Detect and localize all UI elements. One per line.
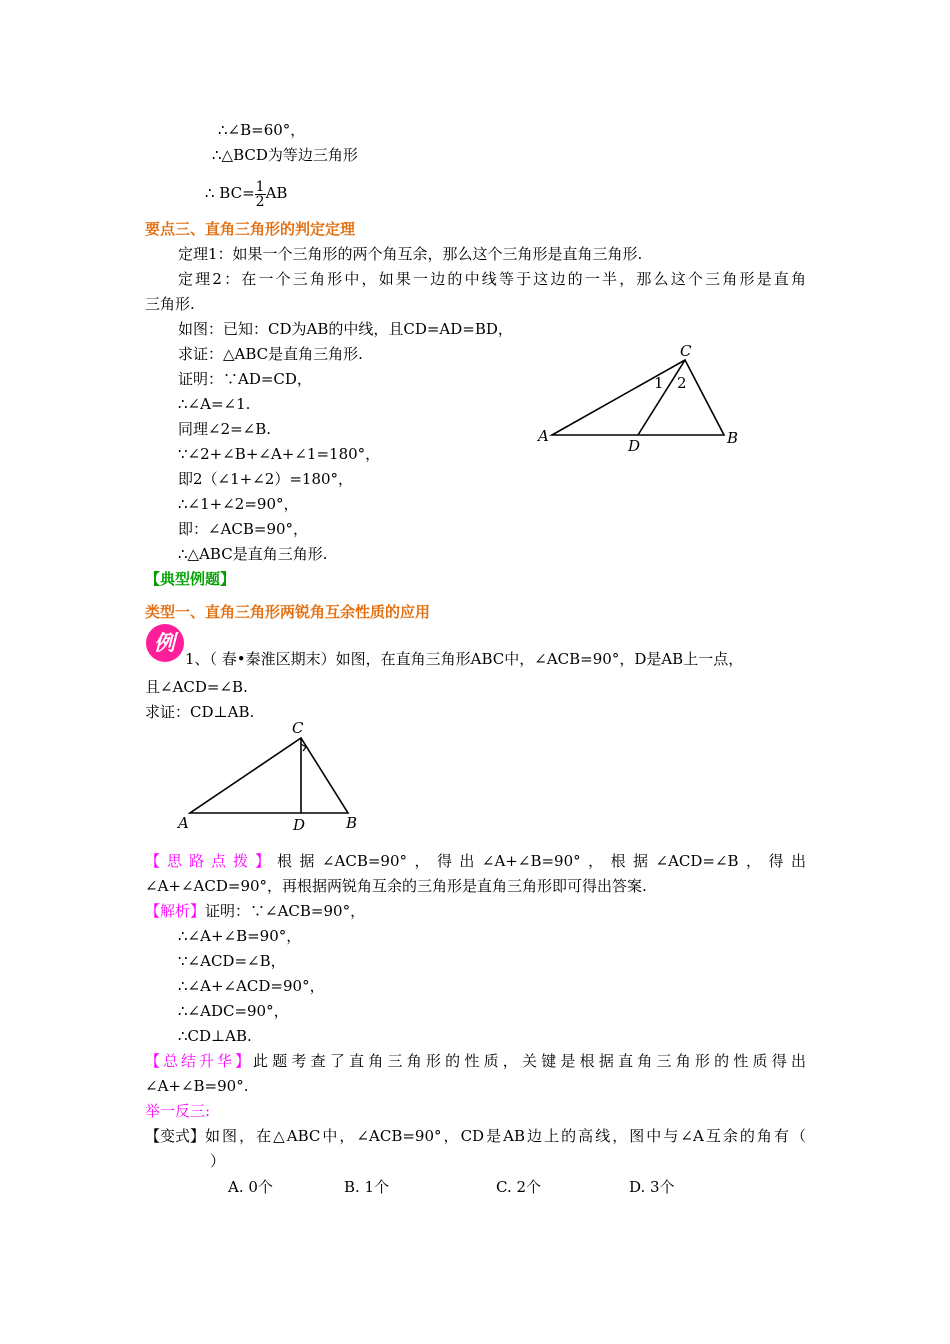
summary-text: 此题考查了直角三角形的性质，关键是根据直角三角形的性质得出: [253, 1052, 806, 1070]
label-a: A: [178, 814, 189, 832]
example-badge: [146, 624, 184, 662]
variant-line-2: ）: [210, 1152, 226, 1170]
problem-line-1: 1、（ 春•秦淮区期末）如图，在直角三角形ABC中，∠ACB=90°，D是AB上一点，: [185, 650, 744, 668]
proof-given: 如图：已知：CD为AB的中线，且CD=AD=BD，: [178, 320, 513, 338]
proof-step: ∴∠A=∠1.: [178, 395, 251, 413]
label-a: A: [538, 427, 549, 445]
theorem-2-line1: 定理2：在一个三角形中，如果一边的中线等于这边的一半，那么这个三角形是直角: [178, 270, 806, 288]
examples-heading: 【典型例题】: [145, 570, 236, 588]
analysis-step: ∴∠ADC=90°，: [178, 1002, 289, 1020]
label-d: D: [293, 816, 306, 834]
right-triangle-altitude-figure: [170, 716, 370, 838]
fraction-one-half: [255, 180, 266, 209]
summary-tag: 【总结升华】: [145, 1052, 254, 1070]
summary-line-1: [145, 1051, 806, 1071]
option-c[interactable]: C. 2个: [496, 1178, 542, 1196]
label-c: C: [292, 719, 304, 737]
proof-conclusion: ∴△ABC是直角三角形.: [178, 545, 328, 563]
proof-step: ∵∠2+∠B+∠A+∠1=180°，: [178, 445, 381, 463]
proof-step: 证明：∵AD=CD，: [178, 370, 312, 388]
proof-step: 即：∠ACB=90°，: [178, 520, 309, 538]
label-b: B: [346, 814, 358, 832]
hint-line-2: ∠A+∠ACD=90°，再根据两锐角互余的三角形是直角三角形即可得出答案.: [145, 877, 647, 895]
proof-line-equilateral: ∴△BCD为等边三角形: [212, 146, 358, 164]
formula-prefix: ∴ BC=: [205, 184, 255, 202]
proof-step: 即2（∠1+∠2）=180°，: [178, 470, 354, 488]
variant-text: 如图，在△ABC中，∠ACB=90°，CD是AB边上的高线，图中与∠A互余的角有（: [205, 1127, 806, 1145]
hint-text: 根据∠ACB=90°，得出∠A+∠B=90°，根据∠ACD=∠B，得出: [277, 852, 806, 870]
proof-step: ∴∠1+∠2=90°，: [178, 495, 299, 513]
variant-tag: 【变式】: [145, 1127, 206, 1145]
option-d[interactable]: D. 3个: [629, 1178, 675, 1196]
label-b: B: [727, 429, 739, 447]
triangle-abc-right: [190, 738, 348, 813]
analysis-step: ∵∠ACD=∠B，: [178, 952, 286, 970]
analysis-line-1: [145, 901, 365, 921]
proof-step: 同理∠2=∠B.: [178, 420, 272, 438]
section3-heading: 要点三、直角三角形的判定定理: [145, 220, 356, 238]
type1-heading: 类型一、直角三角形两锐角互余性质的应用: [145, 603, 431, 621]
practice-heading: 举一反三:: [145, 1102, 211, 1120]
analysis-conclusion: ∴CD⊥AB.: [178, 1027, 252, 1045]
option-b[interactable]: B. 1个: [344, 1178, 390, 1196]
analysis-tag: 【解析】: [145, 902, 206, 920]
example-badge-text: 例: [154, 631, 175, 655]
summary-line-2: ∠A+∠B=90°.: [145, 1077, 249, 1095]
fraction-numerator: 1: [255, 178, 265, 195]
proof-to-prove: 求证：△ABC是直角三角形.: [178, 345, 363, 363]
label-c: C: [680, 342, 692, 360]
problem-line-3: 求证：CD⊥AB.: [145, 703, 255, 721]
problem-line-2: 且∠ACD=∠B.: [145, 678, 248, 696]
proof-line-bc-half-ab: [205, 176, 287, 210]
label-angle-2: 2: [677, 374, 687, 392]
variant-line-1: [145, 1126, 806, 1146]
theorem-1: 定理1：如果一个三角形的两个角互余，那么这个三角形是直角三角形.: [178, 245, 643, 263]
theorem-2-line2: 三角形.: [145, 295, 195, 313]
hint-line-1: [145, 851, 806, 871]
analysis-first: 证明：∵∠ACB=90°，: [205, 902, 366, 920]
analysis-step: ∴∠A+∠B=90°，: [178, 927, 302, 945]
label-d: D: [628, 437, 641, 455]
label-angle-1: 1: [654, 374, 664, 392]
hint-tag: 【思路点拨】: [145, 852, 278, 870]
triangle-median-figure: [530, 338, 750, 458]
formula-suffix: AB: [265, 184, 288, 202]
option-a[interactable]: A. 0个: [228, 1178, 273, 1196]
analysis-step: ∴∠A+∠ACD=90°，: [178, 977, 325, 995]
triangle-abc: [552, 360, 724, 435]
median-cd: [638, 360, 685, 435]
proof-line-angle-b: ∴∠B=60°，: [218, 121, 306, 139]
fraction-denominator: 2: [255, 193, 265, 210]
